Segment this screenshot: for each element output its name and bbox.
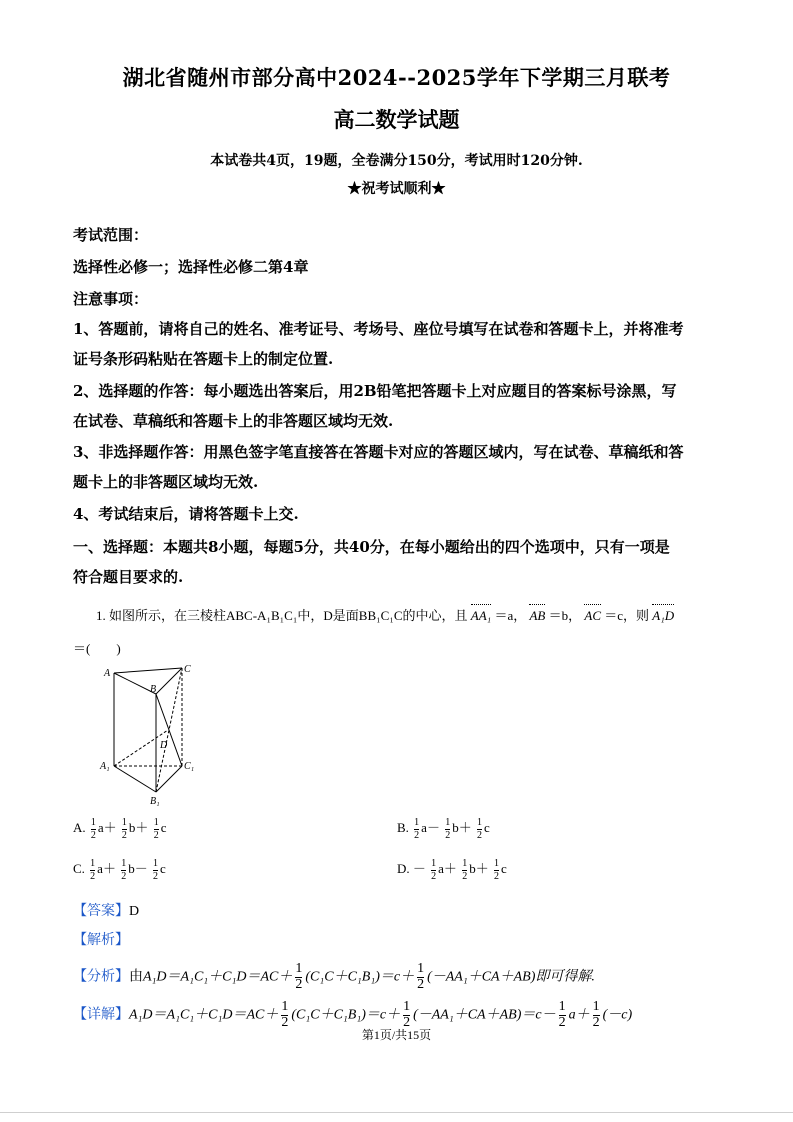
option-b[interactable]: B. $\frac{1}{2}$ a－ $\frac{1}{2}$ b＋ $\frac{1}{2}$ c (397, 816, 490, 841)
fraction-half: $\frac{1}{2}$ (295, 961, 303, 992)
xiangjie-row: 【详解】A₁D＝A₁C₁＋C₁D＝AC＋ $\frac{1}{2}$ (C₁C＋C₁B₁)＝c＋ $\frac{1}{2}$ (－AA₁＋CA＋AB)＝c－ $\frac{1}{2}$ a＋ $\frac{1}{2}$ (－c) (73, 999, 633, 1030)
fraction-half: $\frac{1}{2}$ (417, 961, 425, 992)
diagonal-bc1 (156, 694, 182, 766)
fraction-half: $\frac{1}{2}$ (121, 816, 127, 841)
vector-ac: AC (584, 604, 601, 624)
label-b: B (150, 684, 157, 695)
fraction-half: $\frac{1}{2}$ (592, 999, 600, 1030)
notice-4: 4、考试结束后，请将答题卡上交. (73, 505, 299, 523)
fraction-half: $\frac{1}{2}$ (493, 857, 499, 882)
fraction-half: $\frac{1}{2}$ (476, 816, 482, 841)
section-1-heading-line-2: 符合题目要求的. (73, 568, 184, 586)
label-c: C (184, 664, 191, 675)
answer-row (73, 900, 139, 920)
question-1-prefix: 1. 如图所示，在三棱柱ABC-A₁B₁C₁中，D是面BB₁C₁C的中心，且 (96, 608, 468, 623)
notice-2-line-1: 2、选择题的作答：每小题选出答案后，用2B铅笔把答题卡上对应题目的答案标号涂黑，写 (73, 382, 677, 400)
page-footer: 第1页/共15页 (361, 1028, 432, 1042)
option-d[interactable]: D. － $\frac{1}{2}$ a＋ $\frac{1}{2}$ b＋ $\frac{1}{2}$ c (397, 857, 507, 882)
fenxi-row: 【分析】由A₁D＝A₁C₁＋C₁D＝AC＋ $\frac{1}{2}$ (C₁C＋C₁B₁)＝c＋ $\frac{1}{2}$ (－AA₁＋CA＋AB)即可得解. (73, 961, 595, 992)
scope-label: 考试范围： (73, 226, 149, 244)
option-b-label: B. (397, 820, 409, 835)
answer-value: D (129, 904, 140, 919)
notice-3-line-2: 题卡上的非答题区域均无效. (73, 473, 259, 491)
eq-c: ＝c，则 (604, 608, 650, 623)
fraction-half: $\frac{1}{2}$ (153, 816, 159, 841)
fraction-half: $\frac{1}{2}$ (90, 857, 96, 882)
edge-a1b1 (114, 766, 156, 792)
question-1-stem (96, 604, 674, 624)
edge-b1c1 (156, 766, 182, 792)
option-c-label: C. (73, 861, 85, 876)
fraction-half: $\frac{1}{2}$ (431, 857, 437, 882)
edge-ac (114, 668, 182, 673)
label-d: D (160, 740, 168, 751)
fraction-half: $\frac{1}{2}$ (90, 816, 96, 841)
notice-1-line-2: 证号条形码粘贴在答题卡上的制定位置. (73, 350, 334, 368)
question-1-blank: ＝( ) (73, 641, 121, 656)
notice-3-line-1: 3、非选择题作答：用黑色签字笔直接答在答题卡对应的答题区域内，写在试卷、草稿纸和答 (73, 443, 684, 461)
fraction-half: $\frac{1}{2}$ (152, 857, 158, 882)
fraction-half: $\frac{1}{2}$ (281, 999, 289, 1030)
eq-b: ＝b， (548, 608, 582, 623)
notice-label: 注意事项： (73, 290, 149, 308)
label-a: A (104, 668, 111, 679)
vector-aa1: AA₁ (471, 604, 491, 624)
fenxi-tag: 【分析】 (73, 969, 129, 985)
option-a-label: A. (73, 820, 86, 835)
prism-figure (90, 658, 210, 810)
fraction-half: $\frac{1}{2}$ (121, 857, 127, 882)
vector-ab: AB (529, 604, 545, 624)
option-c[interactable]: C. $\frac{1}{2}$ a＋ $\frac{1}{2}$ b－ $\frac{1}{2}$ c (73, 857, 166, 882)
answer-tag: 【答案】 (73, 904, 129, 919)
exam-info-line: 本试卷共4页，19题，全卷满分150分，考试用时120分钟. (210, 153, 583, 169)
label-c1: C₁ (184, 761, 195, 772)
option-a[interactable]: A. $\frac{1}{2}$ a＋ $\frac{1}{2}$ b＋ $\frac{1}{2}$ c (73, 816, 167, 841)
fraction-half: $\frac{1}{2}$ (414, 816, 420, 841)
fraction-half: $\frac{1}{2}$ (445, 816, 451, 841)
fraction-half: $\frac{1}{2}$ (462, 857, 468, 882)
vector-a1d: A₁D (652, 604, 674, 624)
exam-title: 湖北省随州市部分高中2024--2025学年下学期三月联考 (122, 65, 671, 90)
label-a1: A₁ (100, 761, 110, 772)
notice-2-line-2: 在试卷、草稿纸和答题卡上的非答题区域均无效. (73, 412, 394, 430)
xiangjie-tag: 【详解】 (73, 1007, 129, 1023)
notice-1-line-1: 1、答题前，请将自己的姓名、准考证号、考场号、座位号填写在试卷和答题卡上，并将准考 (73, 320, 684, 338)
exam-subtitle: 高二数学试题 (333, 107, 460, 132)
fraction-half: $\frac{1}{2}$ (403, 999, 411, 1030)
edge-bc (156, 668, 182, 694)
label-b1: B₁ (150, 796, 160, 807)
section-1-heading-line-1: 一、选择题：本题共8小题，每题5分，共40分，在每小题给出的四个选项中，只有一项是 (73, 538, 670, 556)
option-d-label: D. (397, 861, 410, 876)
analysis-tag: 【解析】 (73, 933, 129, 948)
fraction-half: $\frac{1}{2}$ (558, 999, 566, 1030)
scope-text: 选择性必修一；选择性必修二第4章 (73, 258, 309, 276)
page-bottom-rule (0, 1112, 793, 1113)
eq-a: ＝a， (494, 608, 527, 623)
blessing-line: ★祝考试顺利★ (347, 181, 446, 197)
